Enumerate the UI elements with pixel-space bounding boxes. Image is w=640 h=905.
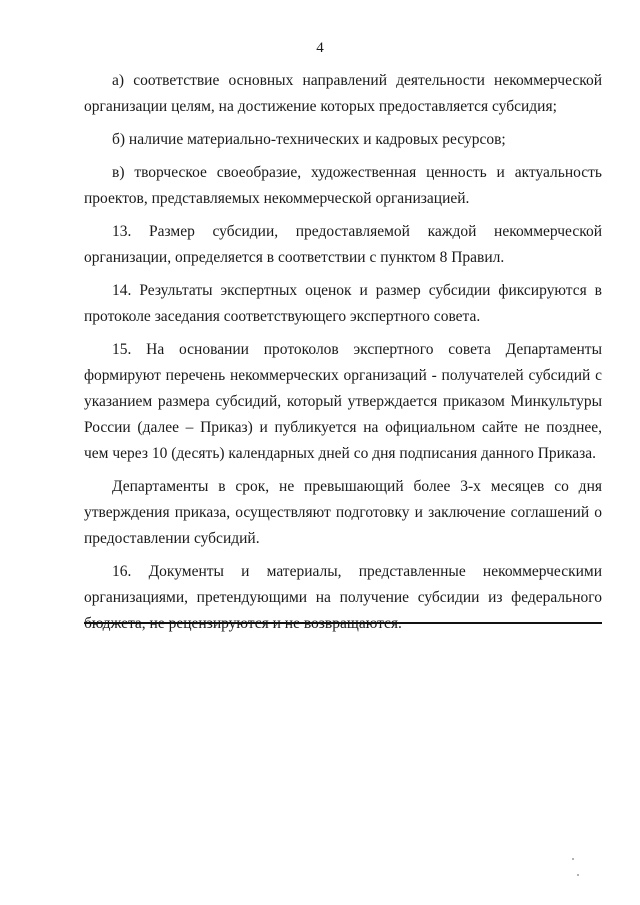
scan-speck (572, 858, 574, 860)
page-number: 4 (316, 40, 324, 56)
paragraph-clause-15: 15. На основании протоколов экспертного совета Департаменты формируют перечень некоммерческих организаций - получателей субсидий с указанием размера субсидий, который утверждается приказом Минкультуры России (далее – Приказ) и публикуется на официальном сайте не позднее, чем через 10 (десять) календарных дней со дня подписания данного Приказа. (84, 341, 602, 462)
paragraph-departments: Департаменты в срок, не превышающий более 3-х месяцев со дня утверждения приказа, осуществляют подготовку и заключение соглашений о предоставлении субсидий. (84, 478, 602, 547)
scan-speck (577, 874, 579, 876)
paragraph-clause-16: 16. Документы и материалы, представленные некоммерческими организациями, претендующими на получение субсидии из федерального бюджета, не рецензируются и не возвращаются. (84, 563, 602, 632)
paragraph-clause-14: 14. Результаты экспертных оценок и размер субсидии фиксируются в протоколе заседания соответствующего экспертного совета. (84, 282, 602, 325)
end-of-text-divider (84, 622, 602, 624)
paragraph-criterion-b: б) наличие материально-технических и кадровых ресурсов; (112, 131, 506, 148)
paragraph-criterion-c: в) творческое своеобразие, художественная ценность и актуальность проектов, представляемых некоммерческой организацией. (84, 164, 602, 207)
document-body (84, 68, 602, 644)
paragraph-criterion-a: а) соответствие основных направлений деятельности некоммерческой организации целям, на достижение которых предоставляется субсидия; (84, 72, 602, 115)
paragraph-clause-13: 13. Размер субсидии, предоставляемой каждой некоммерческой организации, определяется в соответствии с пунктом 8 Правил. (84, 223, 602, 266)
